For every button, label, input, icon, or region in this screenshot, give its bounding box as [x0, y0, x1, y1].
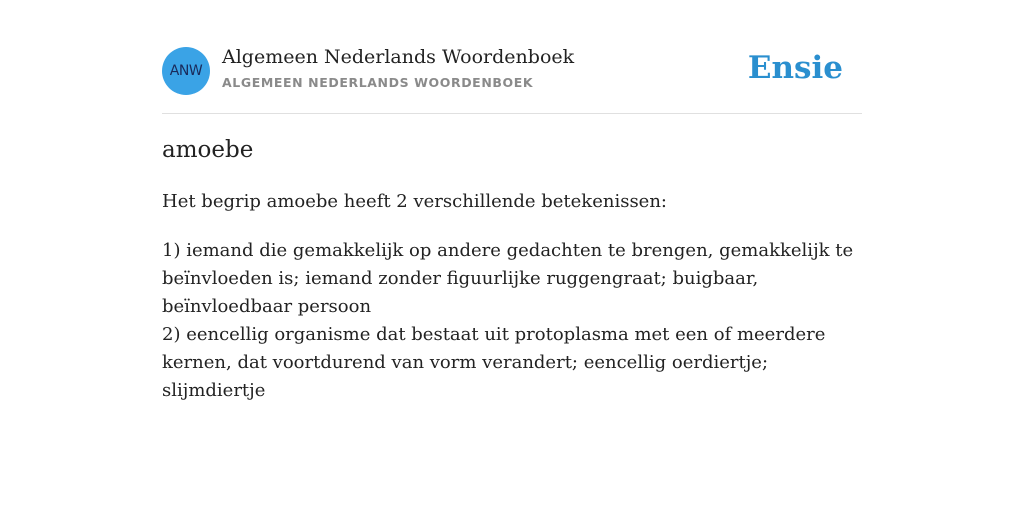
meanings-list: [162, 237, 862, 405]
source-title[interactable]: Algemeen Nederlands Woordenboek: [222, 46, 575, 68]
entry-word: amoebe: [162, 137, 254, 163]
entry-intro: Het begrip amoebe heeft 2 verschillende betekenissen:: [162, 191, 667, 212]
source-subtitle: ALGEMEEN NEDERLANDS WOORDENBOEK: [222, 75, 534, 90]
source-header: [162, 46, 862, 96]
header-divider: [162, 113, 862, 114]
meaning-item: 2) eencellig organisme dat bestaat uit protoplasma met een of meerdere kernen, dat voortdurend van vorm verandert; eencellig oerdiertje; slijmdiertje: [162, 324, 826, 401]
brand-logo[interactable]: Ensie: [747, 50, 843, 86]
meaning-item: 1) iemand die gemakkelijk op andere gedachten te brengen, gemakkelijk te beïnvloeden is; iemand zonder figuurlijke ruggengraat; buigbaar, beïnvloedbaar persoon: [162, 240, 854, 317]
source-logo[interactable]: ANW: [162, 47, 210, 95]
